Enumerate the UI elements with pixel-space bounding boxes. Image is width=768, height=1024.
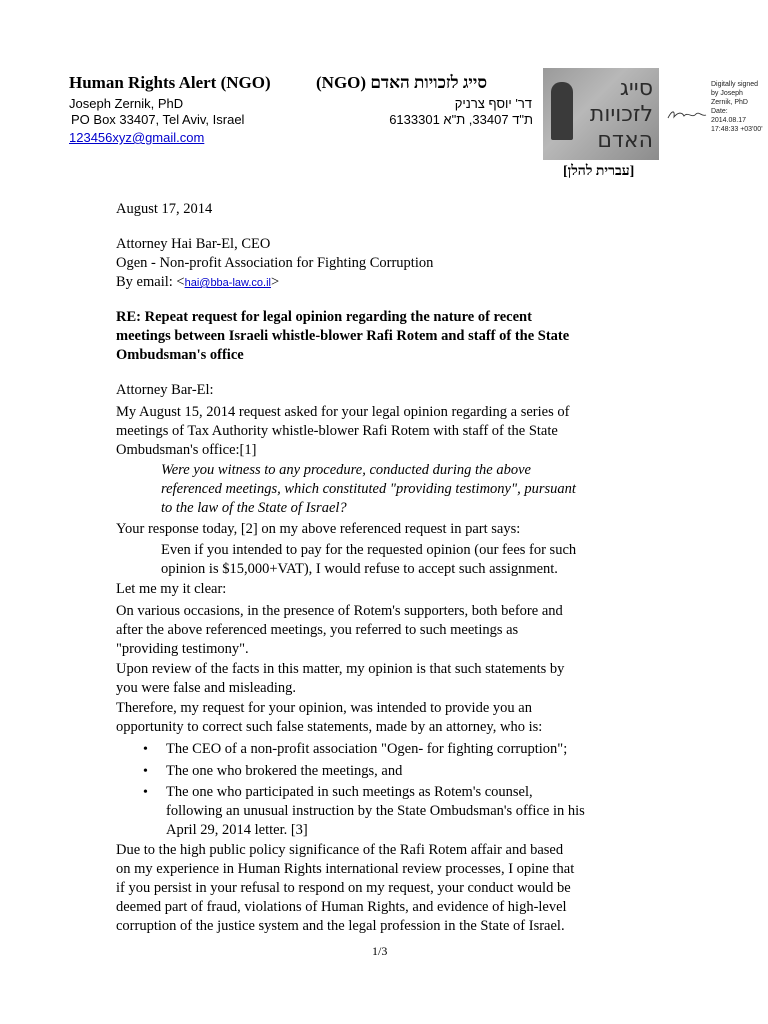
subject-line: meetings between Israeli whistle-blower Rafi Rotem and staff of the State (116, 328, 570, 344)
bullet-item-line: The one who participated in such meetings as Rotem's counsel, (166, 784, 533, 800)
bullet-marker: • (143, 785, 148, 800)
digital-signature-stamp: Digitally signed by Joseph Zernik, PhD Date: 2014.08.17 17:48:33 +03'00' (711, 81, 763, 133)
quote-line: referenced meetings, which constituted "providing testimony", pursuant (161, 481, 576, 497)
address-hebrew: ת"ד 33407, ת"א 6133301 (389, 112, 533, 127)
paragraph-line: Ombudsman's office:[1] (116, 442, 257, 458)
by-email-close: > (270, 274, 280, 290)
paragraph-line: Therefore, my request for your opinion, was intended to provide you an (116, 700, 532, 716)
paragraph-line: Upon review of the facts in this matter, my opinion is that such statements by (116, 661, 565, 677)
org-name-hebrew: סייג לזכויות האדם (NGO) (316, 73, 488, 92)
author-name-hebrew: דר' יוסף צרניק (454, 96, 532, 111)
page-number: 1/3 (372, 944, 388, 958)
logo-text-line: לזכויות (589, 102, 653, 127)
paragraph-line: deemed part of fraud, violations of Human Rights, and evidence of high-level (116, 899, 567, 915)
paragraph-line: Due to the high public policy significance of the Rafi Rotem affair and based (116, 842, 564, 858)
quote-line: Even if you intended to pay for the requested opinion (our fees for such (161, 542, 577, 558)
bullet-marker: • (143, 742, 148, 757)
quote-line: opinion is $15,000+VAT), I would refuse to accept such assignment. (161, 561, 558, 577)
by-email-label: By email: < (116, 274, 185, 290)
paragraph-line: on my experience in Human Rights international review processes, I opine that (116, 861, 575, 877)
logo-text-line: האדם (597, 128, 653, 153)
paragraph-line: Your response today, [2] on my above referenced request in part says: (116, 521, 521, 537)
bullet-item-line: The CEO of a non-profit association "Ogen- for fighting corruption"; (166, 741, 568, 757)
bullet-item-line: The one who brokered the meetings, and (166, 763, 403, 779)
bullet-item-line: following an unusual instruction by the State Ombudsman's office in his (166, 803, 585, 819)
org-logo (543, 68, 659, 160)
recipient-email-link[interactable]: hai@bba-law.co.il (184, 277, 271, 289)
signature-scrawl-icon (666, 108, 708, 122)
quote-line: Were you witness to any procedure, conducted during the above (161, 462, 531, 478)
paragraph-line: meetings of Tax Authority whistle-blower Rafi Rotem with staff of the State (116, 423, 558, 439)
paragraph-line: opportunity to correct such false statements, made by an attorney, who is: (116, 719, 543, 735)
author-email-link[interactable]: 123456xyz@gmail.com (69, 130, 205, 145)
address-english: PO Box 33407, Tel Aviv, Israel (71, 112, 245, 127)
recipient-name: Attorney Hai Bar-El, CEO (116, 236, 271, 252)
quote-line: to the law of the State of Israel? (161, 500, 347, 516)
paragraph-line: you were false and misleading. (116, 680, 296, 696)
paragraph-line: "providing testimony". (116, 641, 249, 657)
author-name-english: Joseph Zernik, PhD (69, 96, 184, 111)
paragraph-line: My August 15, 2014 request asked for your legal opinion regarding a series of (116, 404, 570, 420)
org-name-english: Human Rights Alert (NGO) (69, 73, 271, 92)
bullet-item-line: April 29, 2014 letter. [3] (166, 822, 308, 838)
bullet-marker: • (143, 764, 148, 779)
paragraph-line: Let me my it clear: (116, 581, 227, 597)
paragraph-line: after the above referenced meetings, you referred to such meetings as (116, 622, 519, 638)
paragraph-line: On various occasions, in the presence of Rotem's supporters, both before and (116, 603, 563, 619)
salutation: Attorney Bar-El: (116, 382, 214, 398)
letter-date: August 17, 2014 (116, 201, 213, 217)
subject-line: RE: Repeat request for legal opinion regarding the nature of recent (116, 309, 532, 325)
recipient-org: Ogen - Non-profit Association for Fighting Corruption (116, 255, 434, 271)
recipient-email-line (116, 273, 279, 293)
subject-line: Ombudsman's office (116, 347, 244, 363)
paragraph-line: corruption of the justice system and the legal profession in the State of Israel. (116, 918, 565, 934)
logo-text-line: סייג (619, 76, 653, 101)
paragraph-line: if you persist in your refusal to respond on my request, your conduct would be (116, 880, 571, 896)
hebrew-below-note: [עברית להלן] (563, 164, 635, 179)
